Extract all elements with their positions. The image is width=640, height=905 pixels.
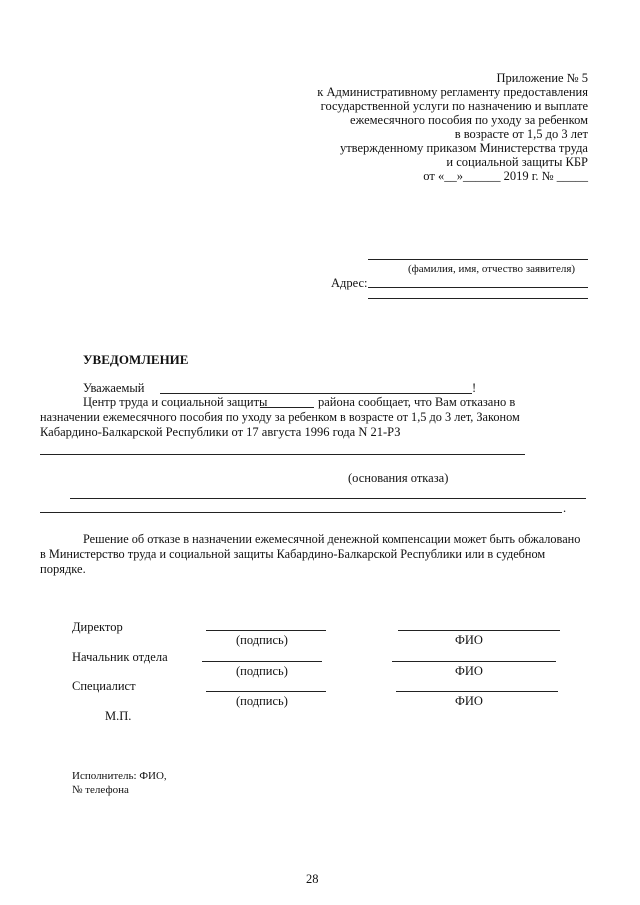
body-line-1-part-2: района сообщает, что Вам отказано в — [318, 395, 516, 409]
specialist-signature-line — [206, 691, 326, 692]
header-line-7: и социальной защиты КБР — [446, 155, 588, 169]
specialist-signature-caption: (подпись) — [236, 694, 288, 708]
appeal-line-1: Решение об отказе в назначении ежемесячной денежной компенсации может быть обжаловано — [83, 532, 581, 546]
address-line-1 — [368, 287, 588, 288]
header-line-3: государственной услуги по назначению и выплате — [320, 99, 588, 113]
stamp-placeholder: М.П. — [105, 709, 132, 723]
header-line-5: в возрасте от 1,5 до 3 лет — [454, 127, 588, 141]
reason-line-2 — [70, 498, 586, 499]
specialist-fio-line — [396, 691, 558, 692]
header-line-6: утвержденному приказом Министерства труда — [339, 141, 588, 155]
director-fio-caption: ФИО — [455, 633, 483, 647]
head-fio-caption: ФИО — [455, 664, 483, 678]
director-fio-line — [398, 630, 560, 631]
director-signature-caption: (подпись) — [236, 633, 288, 647]
body-line-2: назначении ежемесячного пособия по уходу за ребенком в возрасте от 1,5 до 3 лет, Законом — [40, 410, 520, 424]
head-signature-caption: (подпись) — [236, 664, 288, 678]
page-number: 28 — [306, 872, 319, 886]
header-line-2: к Административному регламенту предоставления — [317, 85, 588, 99]
greeting-label: Уважаемый — [83, 381, 145, 395]
reason-line-1 — [40, 454, 525, 455]
body-line-1-part-1: Центр труда и социальной защиты — [83, 395, 268, 409]
reason-line-3 — [40, 512, 562, 513]
specialist-fio-caption: ФИО — [455, 694, 483, 708]
district-line — [260, 407, 314, 408]
addressee-name-line — [160, 393, 472, 394]
header-line-4: ежемесячного пособия по уходу за ребенком — [350, 113, 588, 127]
head-of-department-label: Начальник отдела — [72, 650, 168, 664]
director-signature-line — [206, 630, 326, 631]
header-line-8: от «__»______ 2019 г. № _____ — [423, 169, 588, 183]
reason-end-period: . — [563, 501, 567, 515]
director-label: Директор — [72, 620, 123, 634]
header-line-1: Приложение № 5 — [496, 71, 588, 85]
address-label: Адрес: — [331, 276, 368, 290]
head-fio-line — [392, 661, 556, 662]
body-line-3: Кабардино-Балкарской Республики от 17 августа 1996 года N 21-РЗ — [40, 425, 401, 439]
notice-title: УВЕДОМЛЕНИЕ — [83, 352, 189, 367]
greeting-exclamation: ! — [472, 381, 477, 395]
reason-caption: (основания отказа) — [348, 471, 449, 485]
phone-label: № телефона — [72, 784, 129, 796]
address-line-2 — [368, 298, 588, 299]
executor-label: Исполнитель: ФИО, — [72, 770, 167, 782]
appeal-line-2: в Министерство труда и социальной защиты Кабардино-Балкарской Республики или в судебном — [40, 547, 546, 561]
specialist-label: Специалист — [72, 679, 136, 693]
appeal-line-3: порядке. — [40, 562, 86, 576]
applicant-name-line — [368, 259, 588, 260]
applicant-name-caption: (фамилия, имя, отчество заявителя) — [408, 263, 576, 275]
head-signature-line — [202, 661, 322, 662]
